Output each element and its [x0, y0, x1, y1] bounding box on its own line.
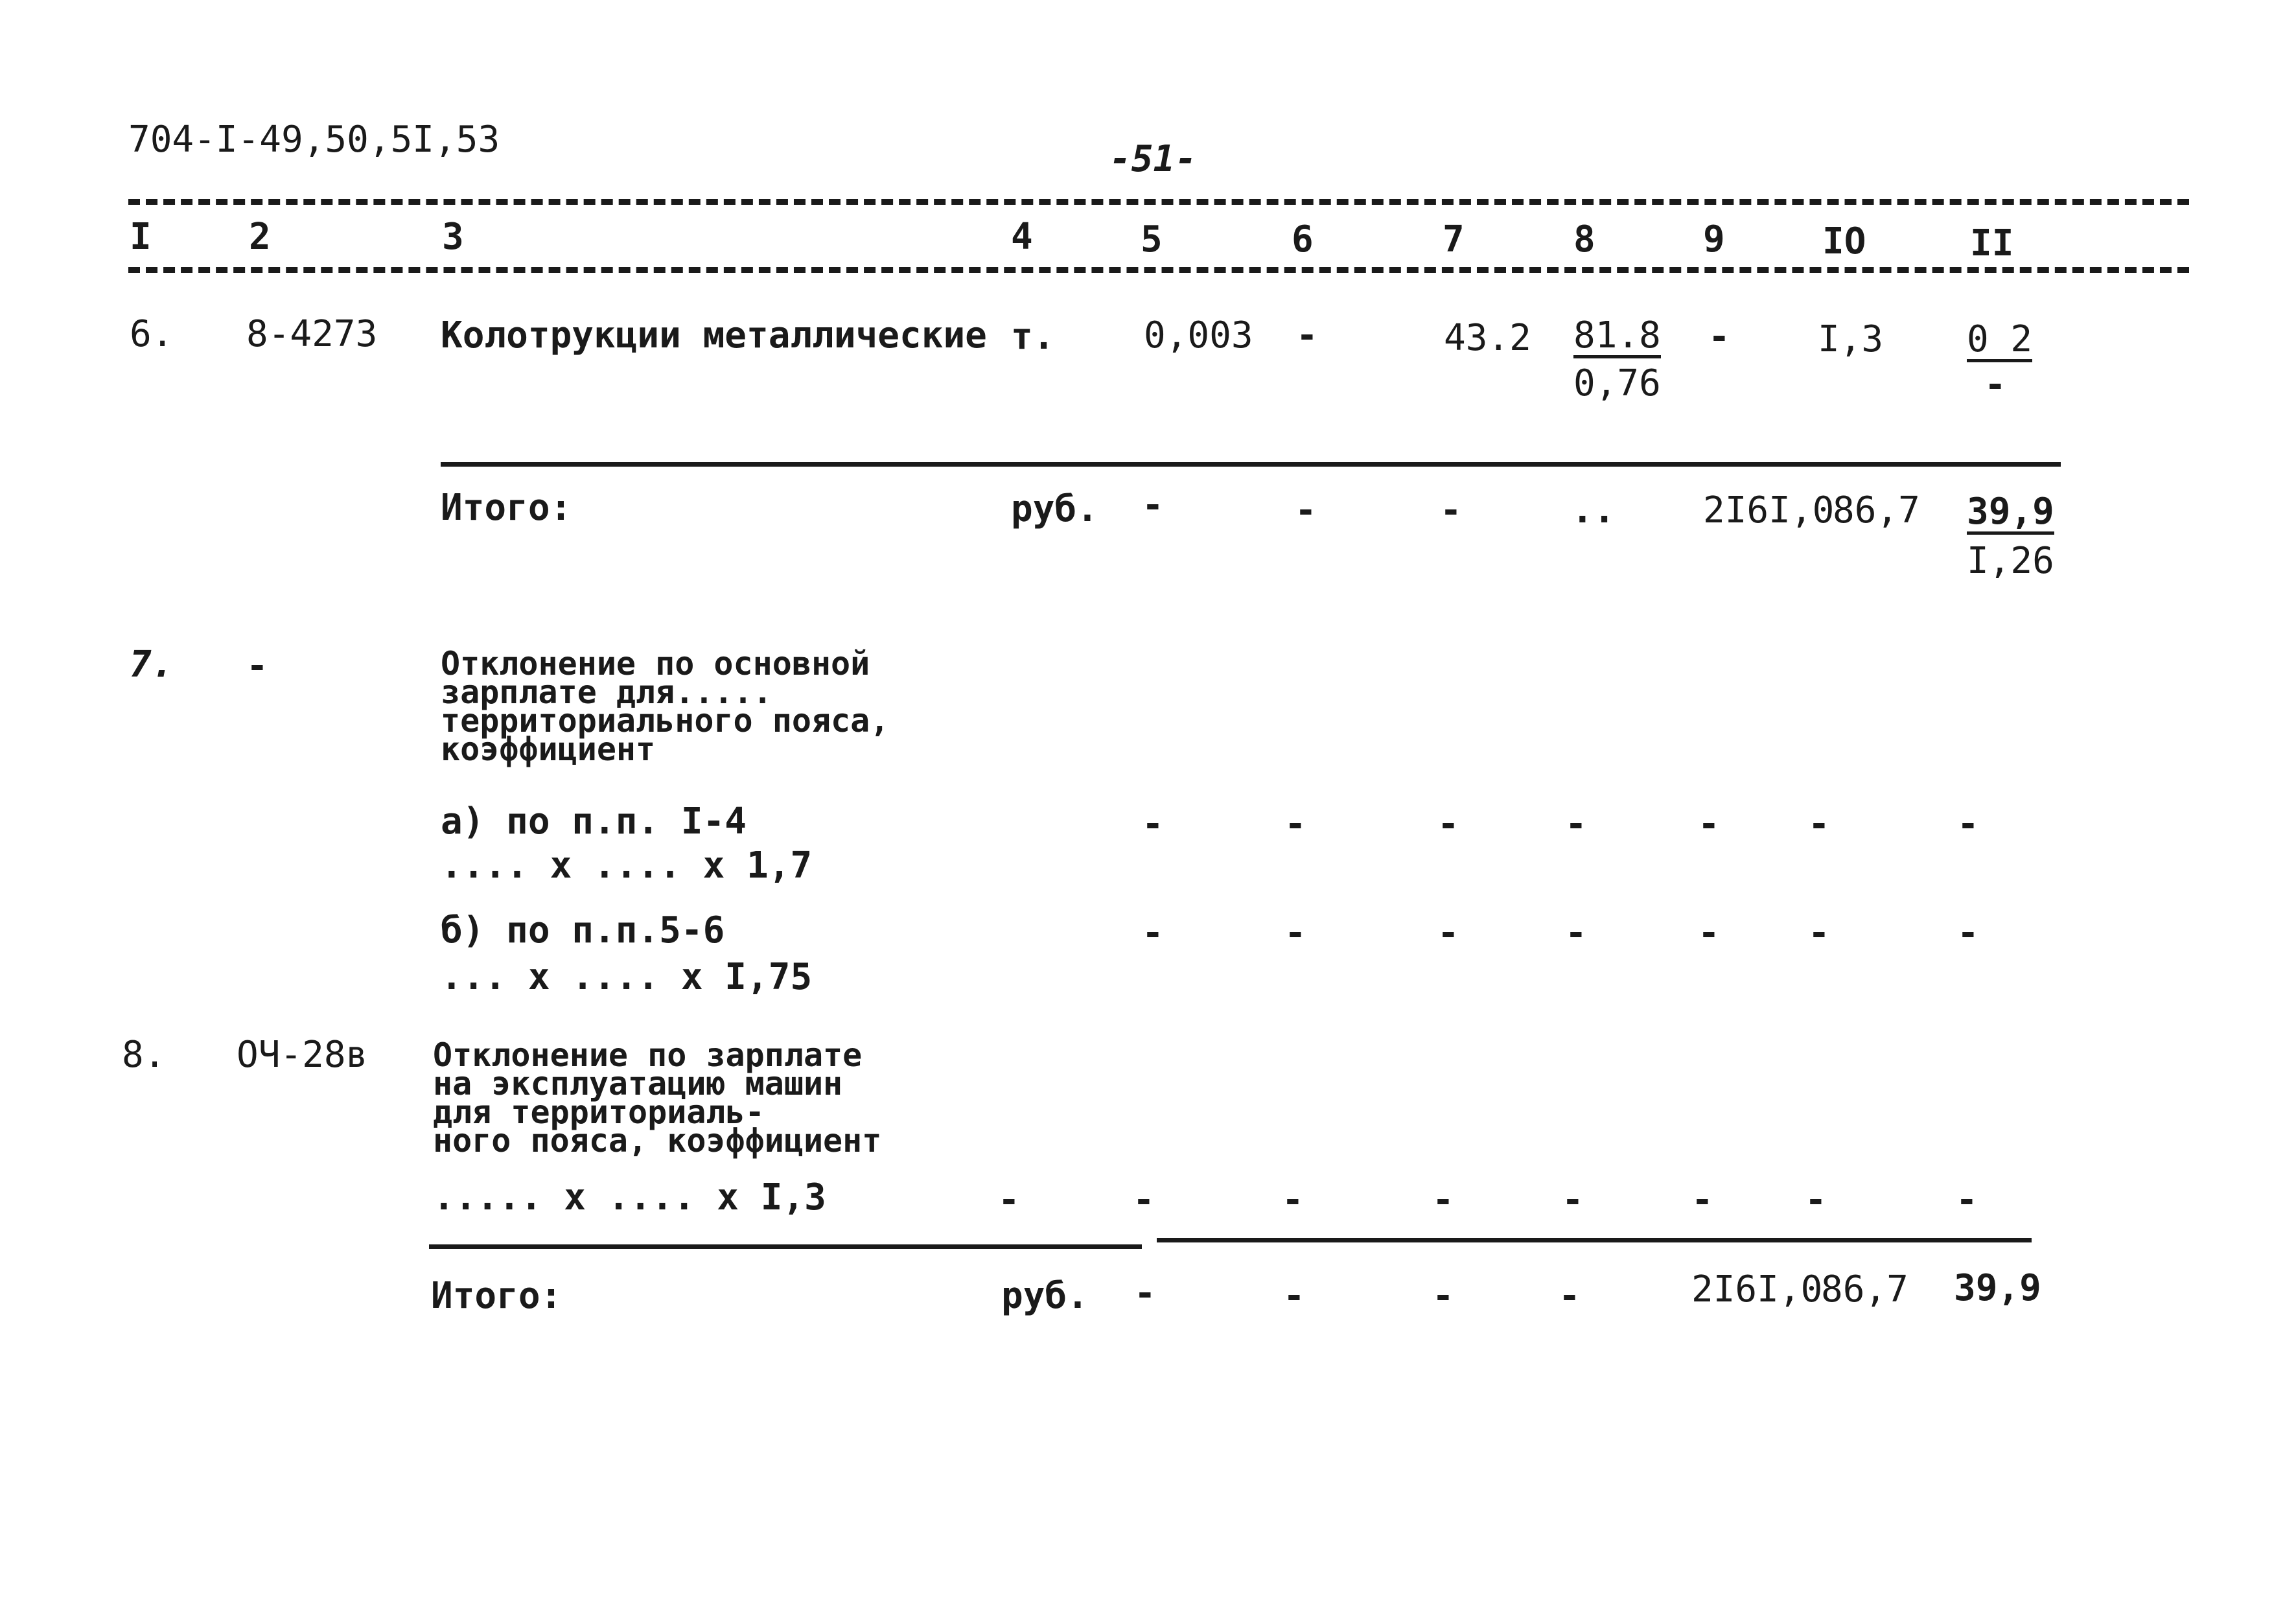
- subtotal-rule-1: [441, 462, 2061, 467]
- row7-sub-a-label: а) по п.п. I-4: [441, 800, 747, 843]
- row8-number: 8.: [122, 1034, 166, 1076]
- row8-col6: -: [1282, 1179, 1304, 1221]
- total1-col7: -: [1440, 489, 1462, 531]
- row8-code: ОЧ-28в: [237, 1034, 368, 1076]
- subtotal-rule-2a: [429, 1244, 1142, 1249]
- column-header-10: IO: [1822, 220, 1866, 262]
- header-bottom-rule: [128, 267, 2189, 273]
- row6-number: 6.: [130, 313, 174, 355]
- total1-unit: руб.: [1011, 488, 1098, 530]
- row8-col11: -: [1956, 1179, 1978, 1221]
- row8-col5: -: [1133, 1179, 1155, 1221]
- row7-sub-b-formula: ... х .... х I,75: [441, 956, 813, 998]
- total2-unit: руб.: [1001, 1275, 1089, 1317]
- row6-col11-bottom: -: [1984, 364, 2006, 406]
- total1-col6: -: [1295, 489, 1317, 531]
- row6-col7: 43.2: [1444, 317, 1531, 359]
- total1-col5: -: [1142, 484, 1164, 526]
- row7a-col11: -: [1957, 803, 1979, 845]
- row7-sub-a-formula: .... х .... х 1,7: [441, 845, 813, 887]
- row8-col9: -: [1691, 1179, 1713, 1221]
- row7b-col6: -: [1284, 912, 1306, 954]
- column-header-3: 3: [442, 216, 464, 258]
- row6-code: 8-4273: [246, 313, 378, 355]
- row8-col8: -: [1562, 1179, 1584, 1221]
- total2-col11: 39,9: [1954, 1267, 2041, 1309]
- subtotal-rule-2b: [1157, 1238, 2032, 1242]
- page-number: -51-: [1109, 138, 1197, 180]
- row7b-col11: -: [1957, 912, 1979, 954]
- row7-sub-b-label: б) по п.п.5-6: [441, 909, 725, 951]
- column-header-4: 4: [1011, 216, 1033, 258]
- total2-col8: -: [1559, 1275, 1581, 1317]
- total1-col10: 86,7: [1833, 489, 1920, 531]
- column-header-8: 8: [1573, 218, 1595, 261]
- row7b-col8: -: [1565, 912, 1587, 954]
- row8-col7: -: [1432, 1179, 1454, 1221]
- row7b-col5: -: [1142, 912, 1164, 954]
- document-code: 704-I-49,50,5I,53: [128, 119, 500, 161]
- column-header-1: I: [130, 216, 152, 258]
- row7b-col7: -: [1437, 912, 1459, 954]
- total1-col8: ..: [1571, 489, 1616, 531]
- total2-col9: 2I6I,0: [1691, 1268, 1823, 1311]
- total2-col6: -: [1283, 1275, 1305, 1317]
- row6-name: Колотрукции металлические: [441, 314, 987, 356]
- row6-col6: -: [1296, 314, 1318, 356]
- row6-col8-bottom: 0,76: [1573, 362, 1661, 404]
- row7a-col10: -: [1808, 803, 1830, 845]
- row6-col9: -: [1708, 316, 1730, 358]
- total2-col5: -: [1134, 1272, 1156, 1314]
- column-header-6: 6: [1292, 218, 1314, 261]
- column-header-11: II: [1970, 222, 2014, 264]
- row6-col8-top: 81.8: [1573, 318, 1661, 358]
- total1-label: Итого:: [441, 487, 572, 529]
- row7-code: -: [246, 645, 268, 687]
- row7a-col8: -: [1565, 803, 1587, 845]
- row7-number: 7.: [130, 644, 174, 686]
- column-header-9: 9: [1703, 218, 1725, 261]
- total1-col11-bottom: I,26: [1967, 540, 2054, 582]
- row8-col4: -: [998, 1179, 1020, 1221]
- header-top-rule: [128, 199, 2189, 205]
- row7a-col9: -: [1698, 803, 1720, 845]
- row6-col10: I,3: [1818, 318, 1884, 360]
- row7a-col6: -: [1284, 803, 1306, 845]
- column-header-7: 7: [1443, 218, 1465, 261]
- row7a-col7: -: [1437, 803, 1459, 845]
- column-header-5: 5: [1141, 218, 1163, 261]
- total2-col7: -: [1432, 1275, 1454, 1317]
- total2-col10: 86,7: [1821, 1268, 1908, 1311]
- row7-description: Отклонение по основной зарплате для..... территориального пояса, коэффициент: [441, 645, 890, 768]
- row7b-col10: -: [1808, 912, 1830, 954]
- row8-col10: -: [1805, 1179, 1827, 1221]
- row6-unit: т.: [1011, 316, 1055, 358]
- column-header-2: 2: [249, 216, 271, 258]
- row8-formula: ..... х .... х I,3: [433, 1176, 826, 1218]
- total1-col9: 2I6I,0: [1703, 489, 1835, 531]
- row7b-col9: -: [1698, 912, 1720, 954]
- total2-label: Итого:: [431, 1275, 562, 1317]
- row7a-col5: -: [1142, 803, 1164, 845]
- row6-col5: 0,003: [1144, 314, 1253, 356]
- row8-description: Отклонение по зарплате на эксплуатацию машин для территориаль- ного пояса, коэффициент: [433, 1036, 882, 1159]
- row6-col11-top: 0 2: [1967, 321, 2032, 362]
- total1-col11-top: 39,9: [1967, 494, 2054, 535]
